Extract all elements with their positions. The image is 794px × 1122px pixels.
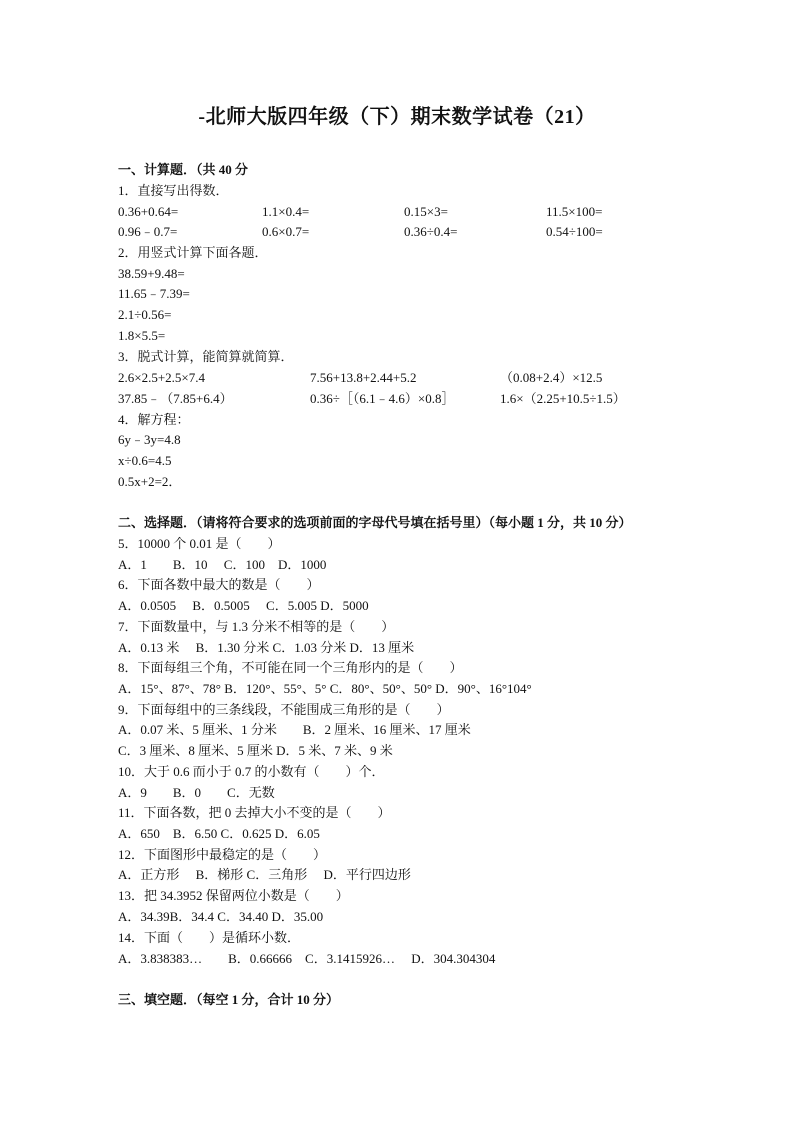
q1-item: 0.6×0.7= xyxy=(262,224,310,239)
choice-line: A．0.13 米 B．1.30 分米 C．1.03 分米 D．13 厘米 xyxy=(118,640,415,655)
choice-line: 9．下面每组中的三条线段，不能围成三角形的是（ ） xyxy=(118,702,450,717)
q3-item: 7.56+13.8+2.44+5.2 xyxy=(310,370,417,385)
q1-prompt: 1．直接写出得数． xyxy=(118,183,229,198)
q3-item: 37.85﹣（7.85+6.4） xyxy=(118,391,233,406)
q4-item: 0.5x+2=2． xyxy=(118,474,182,489)
q1-item: 0.15×3= xyxy=(404,204,448,219)
section2-heading: 二、选择题．（请将符合要求的选项前面的字母代号填在括号里）（每小题 1 分，共 10 分） xyxy=(118,515,632,530)
q3-item: 1.6×（2.25+10.5÷1.5） xyxy=(500,391,626,406)
q4-prompt: 4．解方程： xyxy=(118,412,190,427)
choice-line: A．0.0505 B．0.5005 C．5.005 D．5000 xyxy=(118,598,369,613)
exam-title: -北师大版四年级（下）期末数学试卷（21） xyxy=(198,106,596,128)
q1-item: 0.36+0.64= xyxy=(118,204,179,219)
choice-line: 13．把 34.3952 保留两位小数是（ ） xyxy=(118,888,349,903)
section3-heading: 三、填空题．（每空 1 分，合计 10 分） xyxy=(118,992,340,1007)
q3-item: 2.6×2.5+2.5×7.4 xyxy=(118,370,205,385)
choice-line: A．34.39B．34.4 C．34.40 D．35.00 xyxy=(118,909,324,924)
q1-item: 0.36÷0.4= xyxy=(404,224,458,239)
q2-item: 1.8×5.5= xyxy=(118,328,166,343)
choice-line: 10．大于 0.6 而小于 0.7 的小数有（ ）个． xyxy=(118,764,385,779)
q2-item: 11.65﹣7.39= xyxy=(118,286,190,301)
choice-line: 6．下面各数中最大的数是（ ） xyxy=(118,577,320,592)
choice-line: 7．下面数量中，与 1.3 分米不相等的是（ ） xyxy=(118,619,395,634)
q2-prompt: 2．用竖式计算下面各题． xyxy=(118,245,268,260)
q1-item: 1.1×0.4= xyxy=(262,204,310,219)
choice-line: A．正方形 B．梯形 C．三角形 D．平行四边形 xyxy=(118,867,411,882)
q3-item: 0.36÷［（6.1﹣4.6）×0.8］ xyxy=(310,391,455,406)
section1-heading: 一、计算题．（共 40 分 xyxy=(118,162,249,177)
choice-line: A．0.07 米、5 厘米、1 分米 B．2 厘米、16 厘米、17 厘米 xyxy=(118,722,471,737)
q3-item: （0.08+2.4）×12.5 xyxy=(500,370,603,385)
choice-line: 5．10000 个 0.01 是（ ） xyxy=(118,536,281,551)
choice-line: C．3 厘米、8 厘米、5 厘米 D．5 米、7 米、9 米 xyxy=(118,743,393,758)
q1-item: 0.96﹣0.7= xyxy=(118,224,178,239)
q4-item: 6y﹣3y=4.8 xyxy=(118,432,181,447)
q2-item: 2.1÷0.56= xyxy=(118,307,172,322)
choice-line: A．9 B．0 C．无数 xyxy=(118,785,275,800)
choice-line: 14．下面（ ）是循环小数． xyxy=(118,930,301,945)
choice-line: 11．下面各数，把 0 去掉大小不变的是（ ） xyxy=(118,805,391,820)
choice-line: 12．下面图形中最稳定的是（ ） xyxy=(118,847,327,862)
q2-item: 38.59+9.48= xyxy=(118,266,185,281)
choice-line: A．15°、87°、78° B．120°、55°、5° C．80°、50°、50° D．90°、16°104° xyxy=(118,681,532,696)
q4-item: x÷0.6=4.5 xyxy=(118,453,172,468)
choice-line: A．650 B．6.50 C．0.625 D．6.05 xyxy=(118,826,320,841)
choice-line: A．3.838383… B．0.66666 C．3.1415926… D．304.304304 xyxy=(118,951,496,966)
q1-item: 0.54÷100= xyxy=(546,224,603,239)
choice-line: 8．下面每组三个角，不可能在同一个三角形内的是（ ） xyxy=(118,660,463,675)
q3-prompt: 3．脱式计算，能简算就简算． xyxy=(118,349,294,364)
choice-line: A．1 B．10 C．100 D．1000 xyxy=(118,557,327,572)
q1-item: 11.5×100= xyxy=(546,204,603,219)
